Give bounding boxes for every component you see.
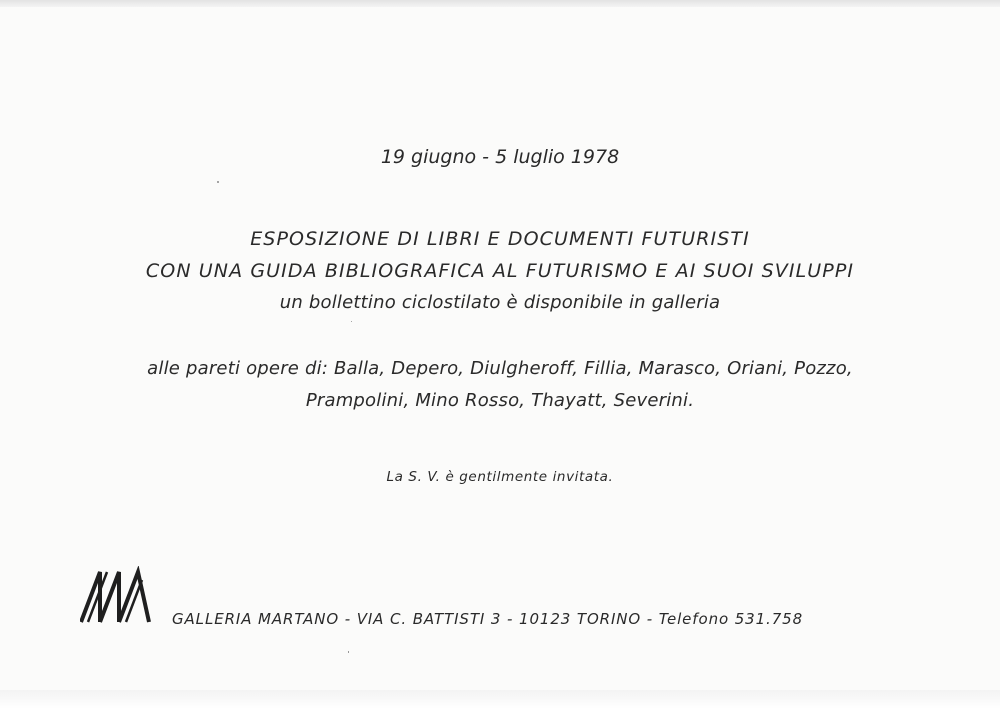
artists-line-1: alle pareti opere di: Balla, Depero, Diulgheroff, Fillia, Marasco, Oriani, Pozzo, xyxy=(147,358,853,379)
paper-bottom-edge xyxy=(0,690,1000,709)
invitation-note: La S. V. è gentilmente invitata. xyxy=(386,469,614,485)
gallery-address: GALLERIA MARTANO - VIA C. BATTISTI 3 - 10123 TORINO - Telefono 531.758 xyxy=(172,610,804,628)
paper-speck xyxy=(351,321,352,322)
paper-top-edge xyxy=(0,0,1000,7)
paper-speck xyxy=(348,651,349,653)
bulletin-note: un bollettino ciclostilato è disponibile in galleria xyxy=(279,292,721,313)
artists-line-2: Prampolini, Mino Rosso, Thayatt, Severini. xyxy=(305,390,695,411)
paper-speck xyxy=(217,181,219,183)
exhibition-date: 19 giugno - 5 luglio 1978 xyxy=(380,146,620,168)
exhibition-title-line-2: CON UNA GUIDA BIBLIOGRAFICA AL FUTURISMO E AI SUOI SVILUPPI xyxy=(145,260,855,282)
galleria-martano-logo xyxy=(80,566,152,624)
exhibition-title-line-1: ESPOSIZIONE DI LIBRI E DOCUMENTI FUTURISTI xyxy=(250,228,750,250)
